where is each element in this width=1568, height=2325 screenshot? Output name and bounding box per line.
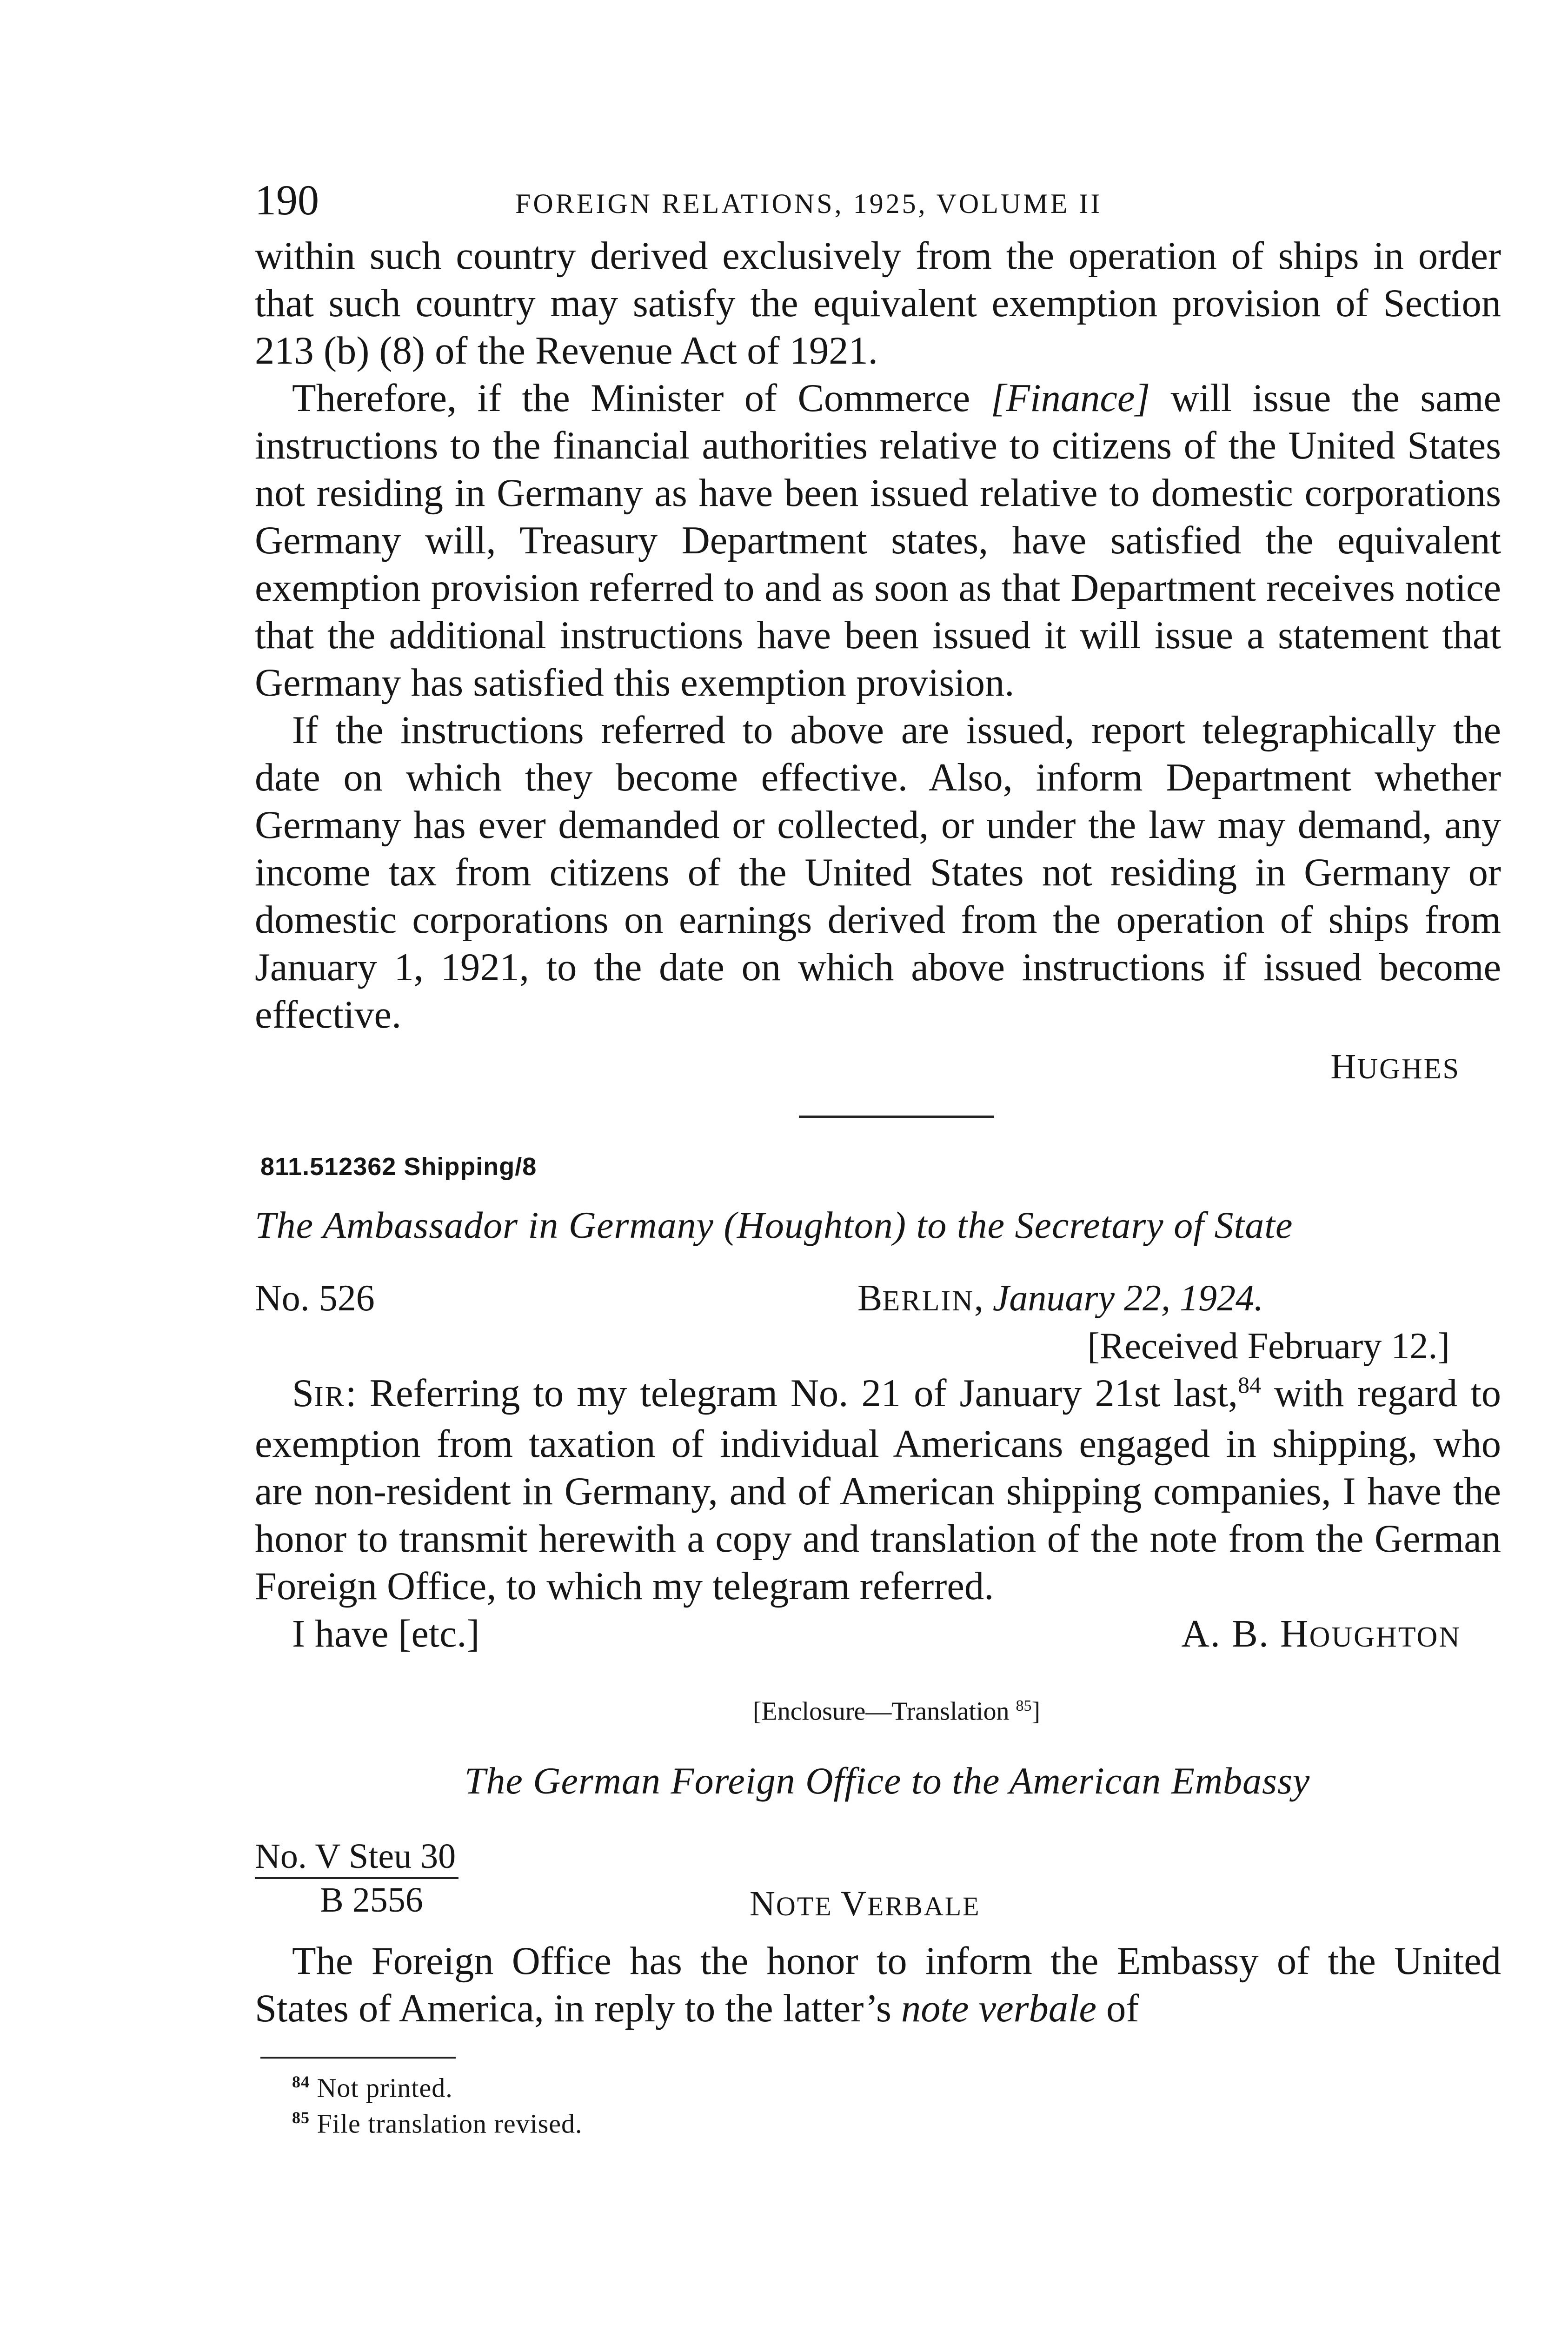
- letter-body-start: : Referring to my telegram No. 21 of January 21st last,: [345, 1372, 1238, 1415]
- closing-row: [255, 1610, 1501, 1659]
- footnote-ref-84: 84: [1237, 1371, 1261, 1398]
- note-verbale-n: N: [750, 1884, 776, 1923]
- enclosure-reference-block: [255, 1835, 1501, 1938]
- enclosure-label: [255, 1687, 1501, 1730]
- footnote-85-text: File translation revised.: [317, 2108, 583, 2139]
- document-heading: The Ambassador in Germany (Houghton) to the Secretary of State: [255, 1204, 1293, 1246]
- letter-date: January 22, 1924.: [992, 1278, 1264, 1319]
- reference-number-top: No. V Steu 30: [255, 1835, 458, 1879]
- paragraph-therefore: [255, 375, 1501, 707]
- place-initial: B: [857, 1278, 883, 1319]
- received-date: [Received February 12.]: [1087, 1326, 1450, 1367]
- signature-hughes-rest: UGHES: [1357, 1053, 1460, 1085]
- file-number: 811.512362 Shipping/8: [260, 1153, 537, 1181]
- footnote-84-ref: 84: [292, 2072, 310, 2091]
- signature-houghton: [1181, 1610, 1461, 1661]
- enclosure-body-start: The Foreign Office has the honor to inform the Embassy of the United States of America, in reply to the latter’s: [255, 1939, 1501, 2030]
- footnote-85: [292, 2103, 1501, 2139]
- note-verbale-title: [750, 1883, 981, 1927]
- place-date: BERLIN, January 22, 1924.: [857, 1278, 1264, 1319]
- running-head: [255, 177, 1501, 232]
- signature-hughes: [255, 1043, 1501, 1092]
- enclosure-body-italic: note verbale: [901, 1986, 1096, 2030]
- place-rest: ERLIN: [882, 1285, 974, 1317]
- footnote-84: [292, 2067, 1501, 2103]
- salutation-initial: S: [292, 1372, 314, 1415]
- section-divider: [799, 1116, 994, 1118]
- enclosure-body: [255, 1938, 1501, 2033]
- footnote-84-text: Not printed.: [317, 2072, 453, 2103]
- running-title: FOREIGN RELATIONS, 1925, VOLUME II: [515, 188, 1103, 219]
- page-number: 190: [255, 176, 319, 224]
- note-verbale-ote: OTE: [776, 1891, 841, 1921]
- reference-number-bottom: B 2556: [320, 1880, 423, 1920]
- despatch-number: No. 526: [255, 1278, 375, 1319]
- enclosure-label-text: [Enclosure—Translation: [752, 1697, 1010, 1726]
- footnote-divider: [260, 2057, 456, 2059]
- footnote-ref-85: 85: [1016, 1697, 1032, 1714]
- closing-phrase: I have [etc.]: [292, 1612, 480, 1655]
- enclosure-body-end: of: [1096, 1986, 1139, 2030]
- paragraph-instructions: If the instructions referred to above are issued, report telegraphically the date on which they become effective. Also, inform Department whether Germany has ever demanded or collected, or under the law may demand, any income tax from citizens of the United States not residing in Germany or domestic corporations on earnings derived from the operation of ships from January 1, 1921, to the date on which above instructions if issued become effective.: [255, 709, 1501, 1036]
- footnote-85-ref: 85: [292, 2108, 310, 2127]
- signer-initials: A. B. H: [1181, 1612, 1309, 1655]
- letter-body: [255, 1370, 1501, 1610]
- enclosure-heading: The German Foreign Office to the American Embassy: [464, 1759, 1310, 1802]
- paragraph-therefore-end: will issue the same instructions to the financial authorities relative to citizens of the United States not residing in Germany as have been issued relative to domestic corporations Germany will, Treasury Department states, have satisfied the equivalent exemption provision referred to and as soon as that Department receives notice that the additional instructions have been issued it will issue a statement that Germany has satisfied this exemption provision.: [255, 377, 1501, 704]
- signer-rest: OUGHTON: [1309, 1621, 1461, 1653]
- letter-body-end: with regard to exemption from taxation of individual Americans engaged in shipping, who are non-resident in Germany, and of American shipping companies, I have the honor to transmit herewith a copy and translation of the note from the German Foreign Office, to which my telegram referred.: [255, 1372, 1501, 1608]
- paragraph-therefore-start: Therefore, if the Minister of Commerce: [292, 377, 991, 420]
- enclosure-label-end: ]: [1031, 1697, 1041, 1726]
- paragraph-continuation: within such country derived exclusively from the operation of ships in order that such country may satisfy the equivalent exemption provision of Section 213 (b) (8) of the Revenue Act of 1921.: [255, 234, 1501, 372]
- note-verbale-erbale: ERBALE: [867, 1891, 981, 1921]
- signature-hughes-initial: H: [1330, 1047, 1357, 1086]
- letter-header-row: [255, 1274, 1501, 1322]
- finance-correction: [Finance]: [990, 377, 1150, 420]
- salutation-rest: IR: [314, 1381, 345, 1413]
- document-page: [255, 177, 1501, 2139]
- note-verbale-v: V: [841, 1884, 868, 1923]
